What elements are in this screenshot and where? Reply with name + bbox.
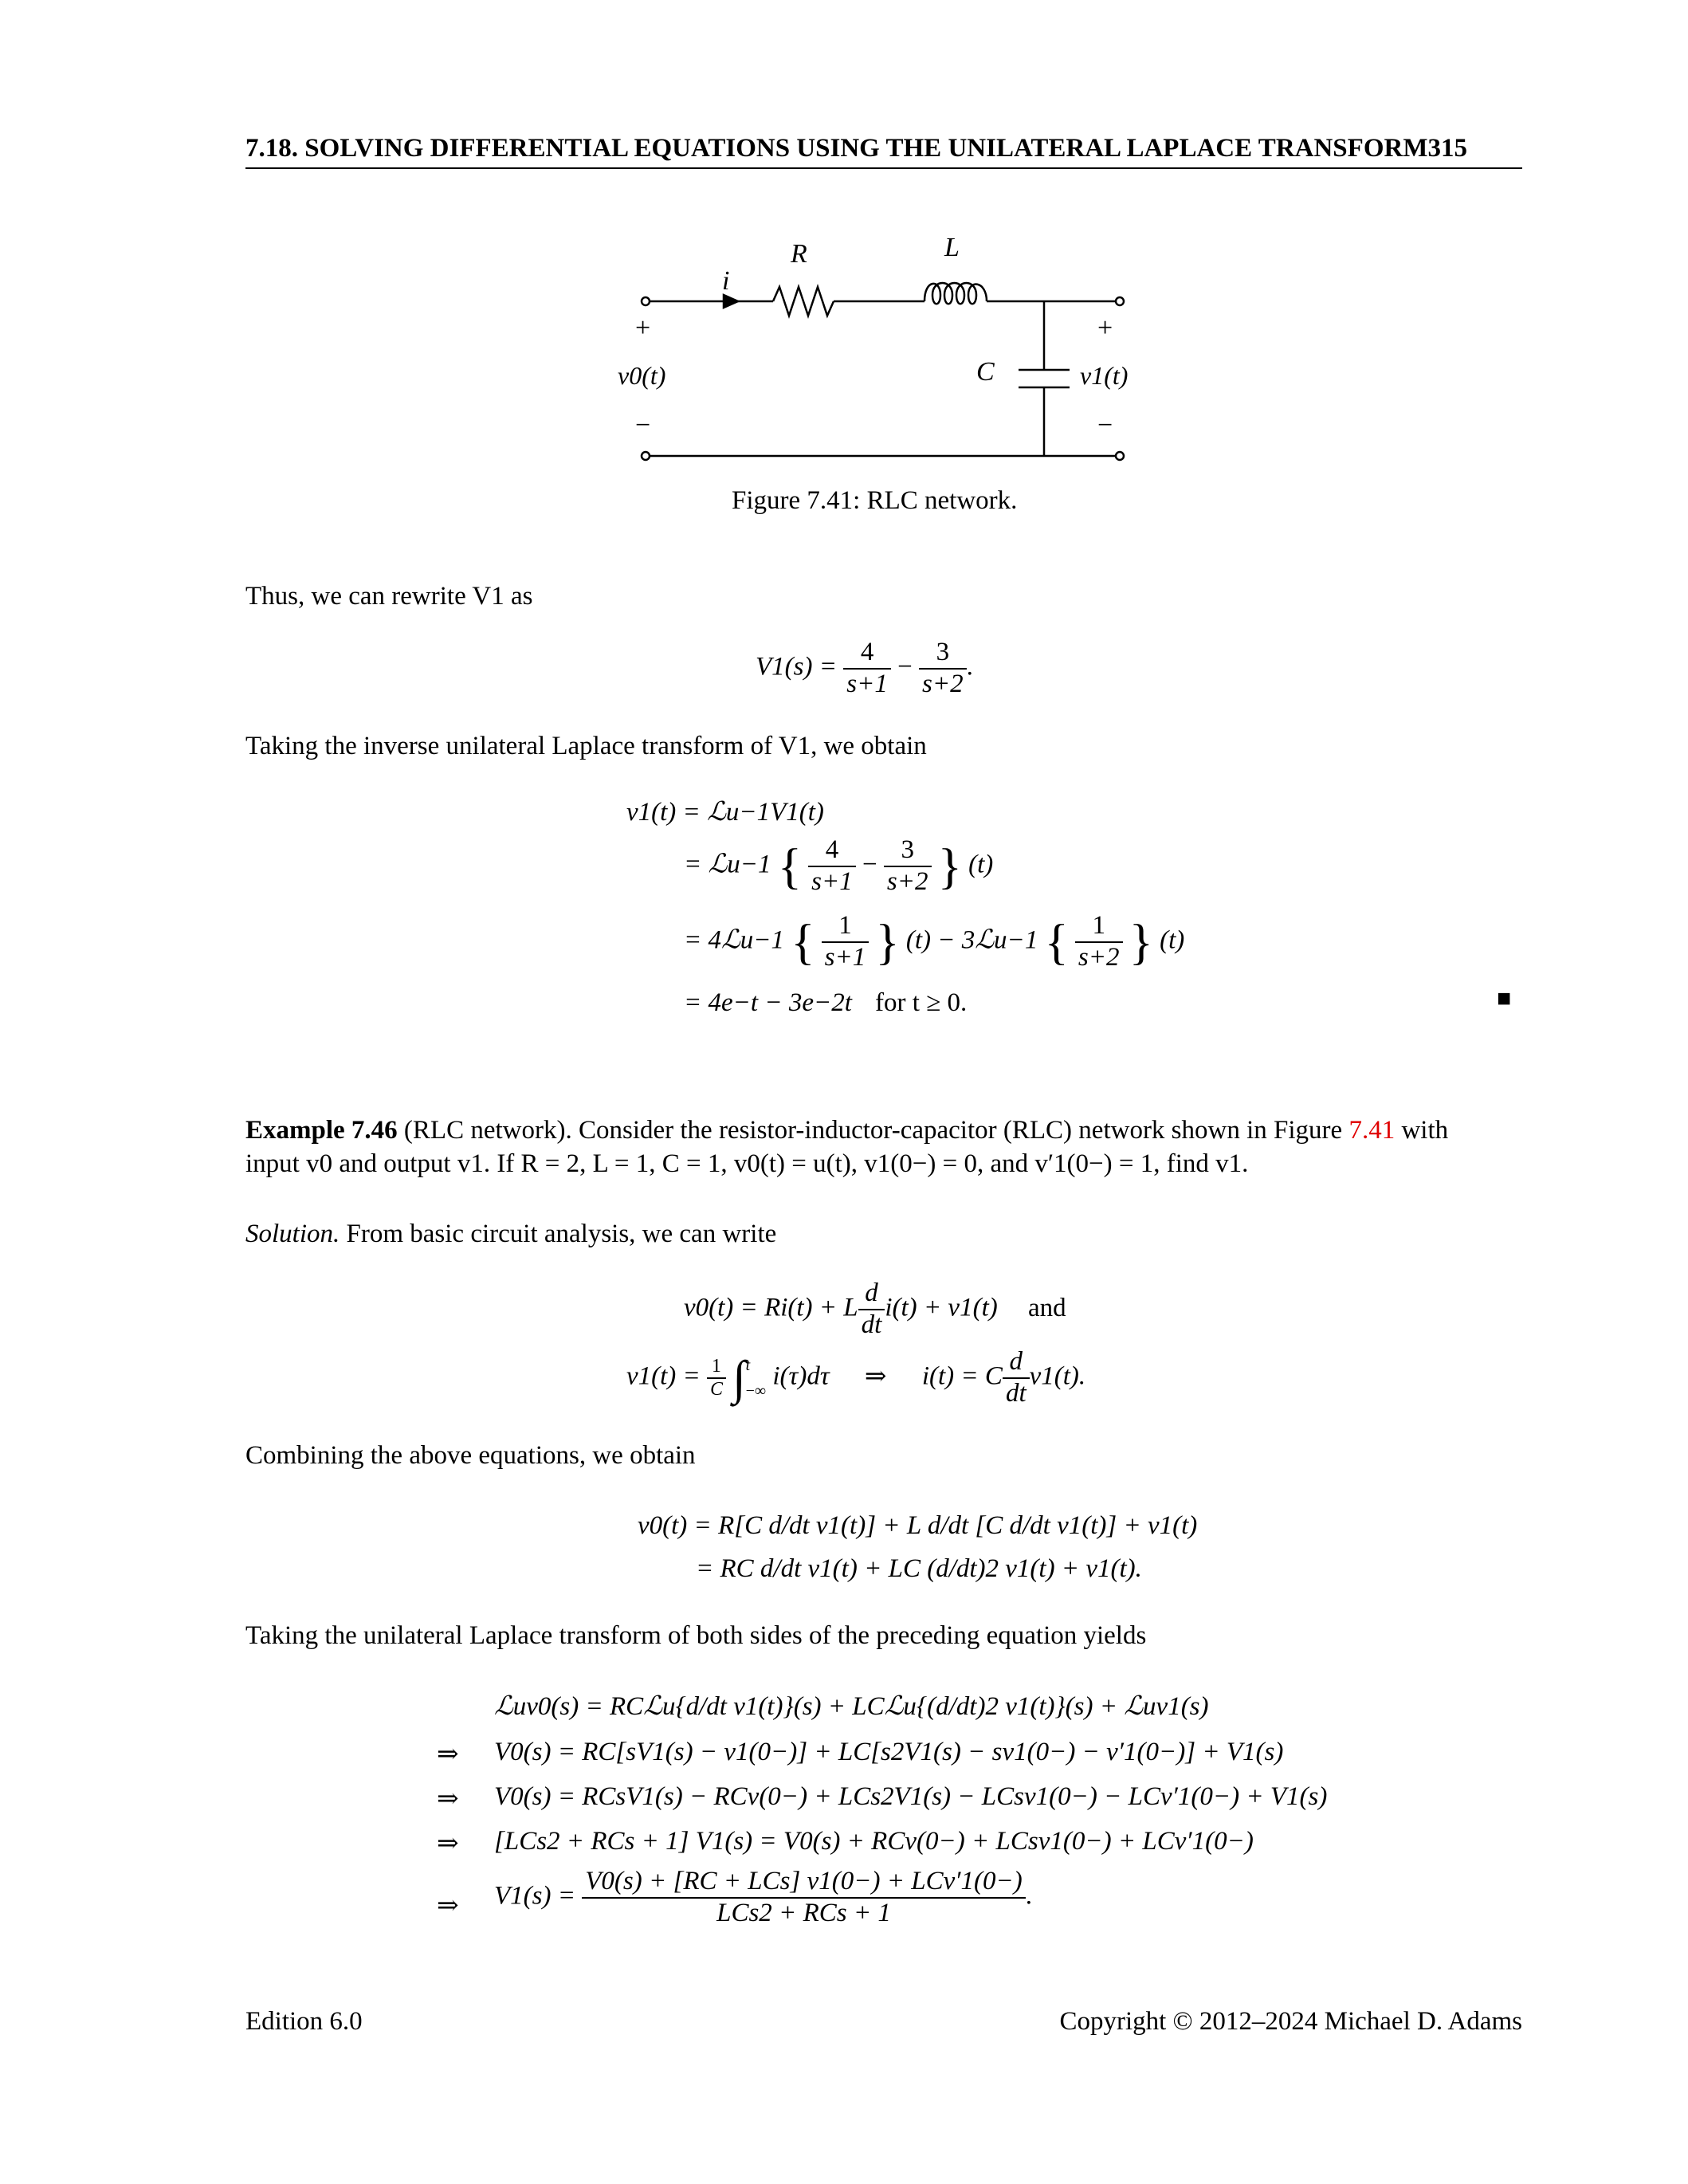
current-arrow-icon bbox=[724, 295, 738, 308]
resistor-symbol bbox=[773, 287, 834, 316]
eq-v1s-den1: s+1 bbox=[846, 669, 888, 698]
implies-3: ⇒ bbox=[437, 1785, 459, 1813]
example-body-1: Consider the resistor-inductor-capacitor (RLC) network shown in Figure bbox=[578, 1116, 1343, 1145]
inv3-den2: s+2 bbox=[1078, 942, 1120, 972]
lap5-den: LCs2 + RCs + 1 bbox=[716, 1898, 891, 1927]
cap-d: d bbox=[1003, 1347, 1030, 1379]
inv2-num2: 3 bbox=[884, 835, 932, 867]
label-R: R bbox=[791, 239, 807, 269]
implies-5: ⇒ bbox=[437, 1891, 459, 1920]
example-body-2: with bbox=[1401, 1116, 1449, 1145]
inv3-suffix: (t) bbox=[1160, 925, 1185, 955]
terminal-bottom-right bbox=[1116, 452, 1124, 460]
footer-copyright: Copyright © 2012–2024 Michael D. Adams bbox=[1059, 2007, 1522, 2036]
inverse-line-4-condition: for t ≥ 0. bbox=[875, 988, 968, 1017]
solution-text: From basic circuit analysis, we can write bbox=[346, 1220, 777, 1248]
combined-line-2: = RC d/dt v1(t) + LC (d/dt)2 v1(t) + v1(t). bbox=[696, 1554, 1142, 1583]
cap-dt: dt bbox=[1005, 1378, 1027, 1408]
laplace-line-3: V0(s) = RCsV1(s) − RCv(0−) + LCs2V1(s) − LCsv1(0−) − LCv′1(0−) + V1(s) bbox=[494, 1782, 1328, 1811]
plus-right: + bbox=[1097, 313, 1113, 343]
kvl-and: and bbox=[1027, 1293, 1066, 1322]
inverse-line-1: v1(t) = ℒu−1V1(t) bbox=[626, 798, 824, 827]
v1-label: v1(t) bbox=[1080, 361, 1129, 390]
header-page-number: 315 bbox=[1427, 134, 1467, 163]
example-title: (RLC network). bbox=[403, 1116, 572, 1145]
example-label: Example 7.46 bbox=[245, 1116, 398, 1145]
inv3-num1: 1 bbox=[822, 911, 870, 943]
cap-integrand: i(τ)dτ bbox=[772, 1361, 830, 1391]
inv2-den1: s+1 bbox=[811, 866, 853, 896]
kvl-lhs: v0(t) = Ri(t) + L bbox=[684, 1293, 858, 1322]
terminal-top-right bbox=[1116, 297, 1124, 305]
laplace-line-1: ℒuv0(s) = RCℒu{d/dt v1(t)}(s) + LCℒu{(d/dt)2 v1(t)}(s) + ℒuv1(s) bbox=[494, 1692, 1209, 1721]
cap-C: C bbox=[710, 1378, 723, 1400]
equation-kvl bbox=[684, 1279, 1066, 1341]
solution-line bbox=[245, 1220, 776, 1249]
cap-1: 1 bbox=[707, 1356, 726, 1379]
cap-upper: t bbox=[745, 1356, 751, 1374]
paragraph-rewrite: Thus, we can rewrite V1 as bbox=[245, 582, 533, 611]
minus-right: − bbox=[1097, 410, 1113, 440]
label-L: L bbox=[944, 233, 960, 262]
header-rule bbox=[245, 167, 1522, 169]
inv3-den1: s+1 bbox=[824, 942, 866, 972]
terminal-bottom-left bbox=[642, 452, 650, 460]
minus-left: − bbox=[635, 410, 651, 440]
cap-lhs: v1(t) = bbox=[626, 1361, 701, 1391]
lap5-num: V0(s) + [RC + LCs] v1(0−) + LCv′1(0−) bbox=[582, 1867, 1025, 1899]
cap-rhs2: v1(t). bbox=[1029, 1361, 1086, 1391]
paragraph-combining: Combining the above equations, we obtain bbox=[245, 1441, 696, 1470]
inv2-prefix: = ℒu−1 bbox=[684, 850, 771, 879]
inductor-symbol bbox=[924, 283, 987, 304]
implies-2: ⇒ bbox=[437, 1740, 459, 1769]
inv3-mid: (t) − 3ℒu−1 bbox=[905, 925, 1038, 955]
eq-v1s-minus: − bbox=[897, 652, 913, 682]
cap-rhs1: i(t) = C bbox=[921, 1361, 1003, 1391]
figure-reference-link[interactable]: 7.41 bbox=[1348, 1116, 1396, 1145]
equation-v1s bbox=[756, 638, 973, 700]
paragraph-inverse: Taking the inverse unilateral Laplace transform of V1, we obtain bbox=[245, 732, 927, 760]
cap-lower: −∞ bbox=[745, 1381, 767, 1400]
inv2-suffix: (t) bbox=[968, 850, 994, 879]
solution-label: Solution. bbox=[245, 1220, 340, 1248]
eq-v1s-num2: 3 bbox=[919, 638, 967, 670]
kvl-dt: dt bbox=[861, 1310, 882, 1339]
example-paragraph-line-2: input v0 and output v1. If R = 2, L = 1, C = 1, v0(t) = u(t), v1(0−) = 0, and v′1(0−) = 1, find v1. bbox=[245, 1149, 1249, 1178]
kvl-d: d bbox=[858, 1279, 885, 1310]
eq-v1s-lhs: V1(s) = bbox=[756, 652, 837, 682]
label-i: i bbox=[722, 266, 730, 296]
figure-caption: Figure 7.41: RLC network. bbox=[732, 486, 1018, 515]
rlc-circuit-diagram bbox=[606, 231, 1164, 470]
inverse-line-2: = ℒu−1 { $\frac{4}{s+1}$ − $\frac{3}{s+2}$ } (t) bbox=[684, 835, 994, 896]
laplace-line-4: [LCs2 + RCs + 1] V1(s) = V0(s) + RCv(0−) + LCsv1(0−) + LCv′1(0−) bbox=[494, 1827, 1254, 1856]
inverse-line-3: = 4ℒu−1 { $\frac{1}{s+1}$ } (t) − 3ℒu−1 { $\frac{1}{s+2}$ } (t) bbox=[684, 911, 1185, 972]
kvl-rhs: i(t) + v1(t) bbox=[885, 1293, 998, 1322]
example-paragraph-line-1 bbox=[245, 1116, 1448, 1145]
eq-v1s-end: . bbox=[966, 652, 973, 682]
cap-integral: ∫ bbox=[732, 1351, 746, 1404]
combined-line-1: v0(t) = R[C d/dt v1(t)] + L d/dt [C d/dt v1(t)] + v1(t) bbox=[638, 1511, 1198, 1540]
implies-4: ⇒ bbox=[437, 1829, 459, 1858]
lap5-lhs: V1(s) = bbox=[494, 1881, 575, 1911]
cap-arrow: ⇒ bbox=[864, 1361, 887, 1391]
eq-v1s-den2: s+2 bbox=[922, 669, 964, 698]
footer-edition: Edition 6.0 bbox=[245, 2007, 363, 2036]
terminal-top-left bbox=[642, 297, 650, 305]
laplace-line-2: V0(s) = RC[sV1(s) − v1(0−)] + LC[s2V1(s) − sv1(0−) − v′1(0−)] + V1(s) bbox=[494, 1738, 1284, 1766]
inverse-line-4: = 4e−t − 3e−2t bbox=[684, 988, 852, 1017]
running-header-title bbox=[245, 134, 1467, 163]
laplace-line-5 bbox=[494, 1867, 1032, 1929]
inv3-prefix: = 4ℒu−1 bbox=[684, 925, 785, 955]
v0-label: v0(t) bbox=[618, 361, 666, 390]
paragraph-taking: Taking the unilateral Laplace transform of both sides of the preceding equation yields bbox=[245, 1621, 1147, 1650]
inv2-den2: s+2 bbox=[886, 866, 928, 896]
inv2-num1: 4 bbox=[808, 835, 856, 867]
plus-left: + bbox=[635, 313, 651, 343]
equation-capacitor bbox=[626, 1347, 1085, 1409]
qed-square: ■ bbox=[1497, 985, 1512, 1011]
label-C: C bbox=[976, 357, 995, 387]
inv3-num2: 1 bbox=[1075, 911, 1123, 943]
lap5-end: . bbox=[1025, 1881, 1032, 1911]
eq-v1s-num1: 4 bbox=[843, 638, 891, 670]
header-title: 7.18. SOLVING DIFFERENTIAL EQUATIONS USING THE UNILATERAL LAPLACE TRANSFORM bbox=[245, 134, 1428, 163]
